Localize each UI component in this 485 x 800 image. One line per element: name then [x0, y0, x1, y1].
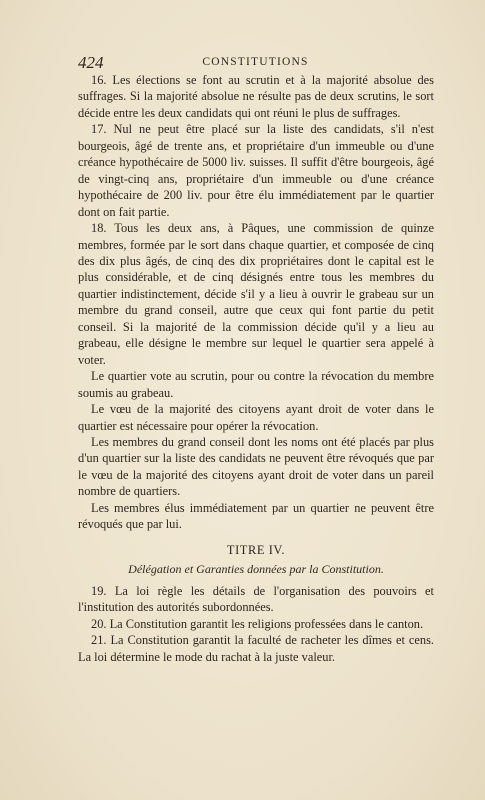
- body-text: [78, 72, 434, 665]
- paragraph-article-20: 20. La Constitution garantit les religions professées dans le canton.: [91, 616, 424, 631]
- section-subtitle: Délégation et Garanties données par la Constitution.: [128, 561, 384, 576]
- section-title: TITRE IV.: [226, 542, 286, 557]
- paragraph-voeu-majorite: Le vœu de la majorité des citoyens ayant droit de voter dans le quartier est nécessaire pour opérer la révocation.: [78, 402, 434, 433]
- paragraph-membres-grand-conseil: Les membres du grand conseil dont les noms ont été placés par plus d'un quartier sur la liste des candidats ne peuvent être révoqués que par le vœu de la majorité des citoyens ayant droit de voter dans un pareil nombre de quartiers.: [78, 434, 434, 499]
- paragraph-article-21: 21. La Constitution garantit la faculté de racheter les dîmes et cens. La loi détermine le mode du rachat à la juste valeur.: [78, 633, 434, 664]
- paragraph-article-18: 18. Tous les deux ans, à Pâques, une commission de quinze membres, formée par le sort dans chaque quartier, et composée de cinq des dix plus âgés, de cinq des dix propriétaires dont le capital est le plus considérable, et de cinq désignés entre tous les membres du quartier indistinctement, décide s'il y a lieu à ouvrir le grabeau sur un membre du grand conseil, autre que ceux qui font partie du petit conseil. Si la majorité de la commission décide qu'il y a lieu au grabeau, elle désigne le membre sur lequel le quartier sera appelé à voter.: [78, 221, 434, 367]
- page-header: [78, 54, 433, 74]
- running-head: CONSTITUTIONS: [202, 56, 309, 68]
- paragraph-article-19: 19. La loi règle les détails de l'organisation des pouvoirs et l'institution des autorités subordonnées.: [78, 583, 434, 615]
- page-number: 424: [78, 53, 104, 72]
- paragraph-vote-scrutin: Le quartier vote au scrutin, pour ou contre la révocation du membre soumis au grabeau.: [78, 369, 434, 400]
- paragraph-membres-elus: Les membres élus immédiatement par un quartier ne peuvent être révoqués que par lui.: [78, 500, 434, 532]
- paragraph-article-17: 17. Nul ne peut être placé sur la liste des candidats, s'il n'est bourgeois, âgé de trente ans, et propriétaire d'un immeuble ou d'une créance hypothécaire de 5000 liv. suisses. Il suffit d'être bourgeois, âgé de vingt-cinq ans, propriétaire d'un immeuble ou d'une créance hypothécaire de 200 liv. pour être élu immédiatement par le quartier dont on fait partie.: [78, 122, 434, 219]
- paragraph-article-16: 16. Les élections se font au scrutin et à la majorité absolue des suffrages. Si la majorité absolue ne résulte pas de deux scrutins, le sort décide entre les deux candidats qui ont réuni le plus de suffrages.: [78, 73, 434, 120]
